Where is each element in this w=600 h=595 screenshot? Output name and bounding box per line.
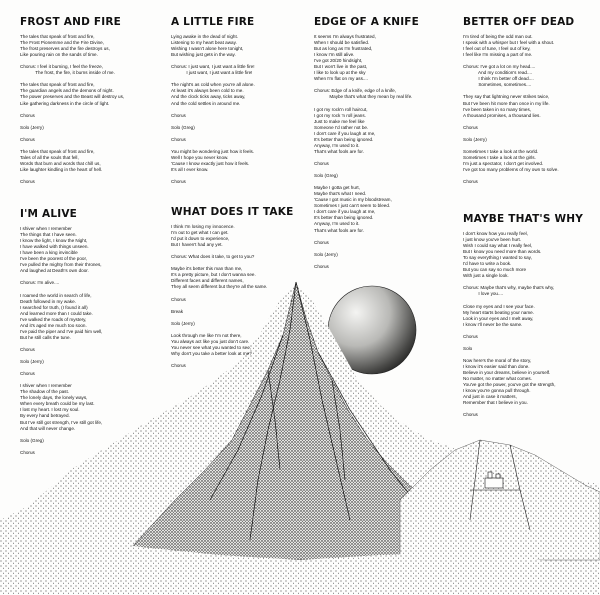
song-frost-and-fire (20, 16, 170, 185)
song-title: EDGE OF A KNIFE (314, 16, 420, 28)
song-lyrics: It seems I'm always frustrated, When I should be satisfied. But as long as I'm frustrated, I know I'm still alive. I've got 20/20 hindsight, But I won't live in the past, I like to look up at the sky When I'm flat on my ass.... Chorus: Edge of a knife, edge of a knife, Maybe that's what they mean by real life. I got my rock'n roll haircut, I got my rock 'n roll jeans. Just to make me feel like Someone I'd rather not be. I don't care if you laugh at me, It's better than being ignored. Anyway, I'm used to it. That's what fools are for. Chorus Solo (Greg) Maybe I gotta get hurt, Maybe that's what I need. 'Cause I got music in my bloodstream, Sometimes I just can't seem to bleed. I don't care if you laugh at me, It's better than being ignored. Anyway, I'm used to it. That's what fools are for. Chorus Solo (Jerry) Chorus (314, 34, 413, 269)
song-im-alive (20, 208, 170, 456)
song-lyrics: The tales that speak of frost and fire, The Frost Pionemme and the Fire Divine, The frost preserves and the fire destroys us, Like pouring rain on the sands of time. Chorus: I feel it burning, I feel the freeze, The frost, the fire, it burns inside of me. The tales that speak of frost and fire, The guardian angels and the demons of night. The power preserves and the Beast will destroy us, Like gathering darkness in the circle of light. Chorus Solo (Jerry) Chorus The tales that speak of frost and fire, Tales of all the souls that fell, Words that burn and words that chill us, Like laughter kindling in the heart of hell. Chorus (20, 34, 125, 185)
song-title: A LITTLE FIRE (171, 16, 255, 28)
song-better-off-dead (463, 16, 595, 185)
song-lyrics: I don't know how you really feel, I just know you've been hurt. Wish I could say what I really feel, But I know you need more than words. To say everything I wanted to say, I'd have to write a book. But you can say so much more With just a single look. Chorus: Maybe that's why, maybe that's why, I love you.... Close my eyes and I see your face. My heart starts beating your name. Look in your eyes and I melt away, I know I'll never be the same. Chorus Solo Now here's the moral of the story, I know it's easier said than done. Believe in your dreams, believe in yourself. No matter, no matter what comes. You've got the power, you've got the strength, I know you're gonna pull through. And just in case it matters, Remember that I believe in you. Chorus (463, 231, 556, 418)
song-title: WHAT DOES IT TAKE (171, 206, 294, 218)
song-edge-of-a-knife (314, 16, 459, 270)
song-title: BETTER OFF DEAD (463, 16, 575, 28)
song-what-does-it-take (171, 206, 316, 369)
song-lyrics: Lying awake in the dead of night. Listening to my heart beat away. Wishing I wasn't alone here tonight, But wishing just gets in the way. Chorus: I just want, I just want a little fire! I just want, I just want a little fire! The night's as cold when you're all alone. At least it's always been cold to me. And the clock ticks away, ticks away, And the cold settles in around me. Chorus Solo (Greg) Chorus You might be wondering just how it feels. Well I hope you never know. 'Cause I know exactly just how it feels. It's all I ever know. Chorus (171, 34, 255, 185)
song-title: MAYBE THAT'S WHY (463, 213, 584, 225)
song-title: I'M ALIVE (20, 208, 78, 220)
song-a-little-fire (171, 16, 311, 185)
song-lyrics: I'm tired of being the odd man out. I speak with a whisper but I feel with a shout. I feel out of tune, I feel out of key, I feel like I'm missing a part of me. Chorus: I've got a lot on my head.... And my condition's read.... I think I'm better off dead.... Sometimes, sometimes.... They say that lightning never strikes twice, But I've been hit more than once in my life. I've been taken in so many times, A thousand promises, a thousand lies. Chorus Solo (Jerry) Sometimes I take a look at the world. Sometimes I take a look at the girls. I'm just a spectator, I don't get involved. I've got too many problems of my own to solve. Chorus (463, 34, 559, 185)
song-maybe-thats-why (463, 213, 595, 418)
song-title: FROST AND FIRE (20, 16, 121, 28)
song-lyrics: I think I'm losing my innocence. I'm out to get what I can get. I'd put it down to experience, But I haven't had any yet. Chorus: What does it take, to get to you? Maybe it's better this man than me, It's a pretty picture, but I don't wanna see. Different faces and different names, They all seem different but they're all the same. Chorus Break Solo (Jerry) Look through me like I'm not there, You always act like you just don't care. You never see what you wanted to see, Why don't you take a better look at me? Chorus (171, 224, 268, 369)
song-lyrics: I shiver when I remember The things that I have seen. I know the light, I know the Night, I have walked with things unseen. I have been a king invincible I've been the poorest of the poor, I've pulled the mighty from their thrones, And laughed at Death's own door. Chorus: I'm alive.... I roamed the world in search of life, Death followed in my wake. I searched for truth, (I found it all) And learned more than I could take. I've walked the roads of mystery, And it's aged me much too soon. I've paid the piper and I've paid him well, But he still calls the tune. Chorus Solo (Jerry) Chorus I shiver when I remember The shadow of the past. The lonely days, the lonely ways, When every breath could be my last. I lost my heart. I lost my soul. By every hand betrayed. But I've still got strength, I've still got life, And that will never change. Solo (Greg) Chorus (20, 226, 103, 455)
